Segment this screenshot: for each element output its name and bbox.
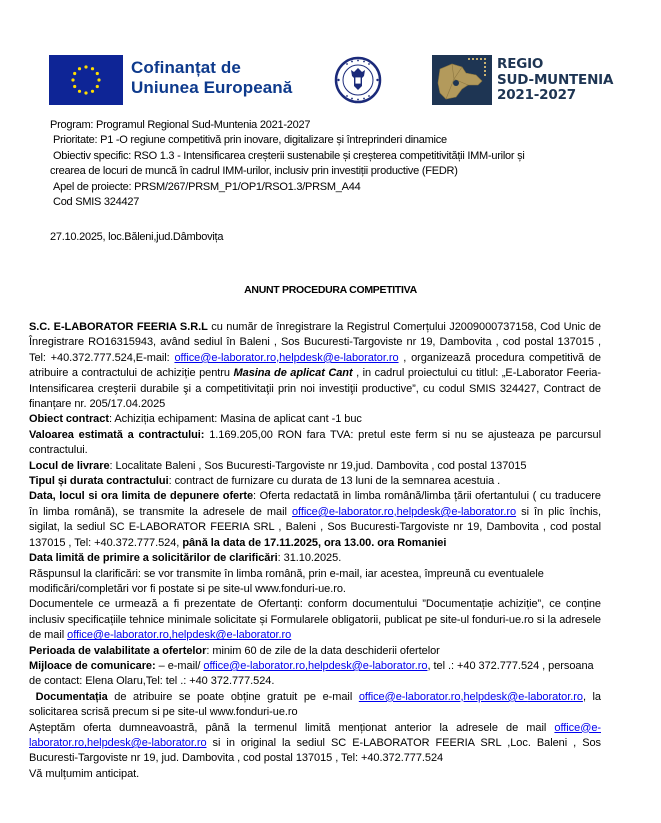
regio-line3: 2021-2027 <box>497 87 576 103</box>
project-info-block <box>50 118 630 210</box>
announcement-body <box>29 320 601 782</box>
estimated-value <box>29 428 601 459</box>
company-name: S.C. E-LABORATOR FEERIA S.R.L <box>29 321 208 333</box>
email-link[interactable]: office@e-laborator.ro,helpdesk@e-laborator.ro <box>67 629 292 642</box>
email-link[interactable]: office@e-laborator.ro,helpdesk@e-laborator.ro <box>203 659 428 672</box>
objective-line-2: crearea de locuri de muncă în cadrul IMM-urilor, inclusiv prin investiții productive (FEDR) <box>50 165 458 178</box>
email-link-part: office@e- <box>554 721 601 734</box>
date-location: 27.10.2025, loc.Băleni,jud.Dâmbovița <box>50 231 224 243</box>
contract-type-value: : contract de furnizare cu durata de 13 luni de la semnarea acestuia . <box>168 475 501 488</box>
offer-validity <box>29 644 601 659</box>
awaiting-offer <box>29 721 601 767</box>
call-line: Apel de proiecte: PRSM/267/PRSM_P1/OP1/RSO1.3/PRSM_A44 <box>53 180 361 193</box>
email-link-part: laborator.ro <box>527 690 583 703</box>
awaiting-text-2: si in original la sediul SC E-LABORATOR FEERIA SRL ,Loc. Baleni , Sos Bucuresti-Targoviste nr 19, jud. Dambovita , cod postal 137015 , Tel: +40.372.777.524 <box>29 736 601 765</box>
intro-text-2: , organizează procedura competitivă de atribuire a contractului de achiziție pentru <box>29 351 601 380</box>
intro-paragraph <box>29 320 601 412</box>
communication-text-1: – e-mail/ <box>155 659 204 672</box>
contract-object-label: Obiect contract <box>29 413 109 426</box>
priority-line: Prioritate: P1 -O regiune competitivă prin inovare, digitalizare și întreprinderi dinamice <box>53 134 447 147</box>
submission-text-1: : Oferta redactată in limba română/limba țării ofertantului ( cu traducere în limba română), se transmite la adresele de mail <box>29 490 601 518</box>
intro-text-1: cu număr de înregistrare la Registrul Comerțului J2009000737158, Cod Unic de Înregistrare RO16315943, având sediul în Baleni , Sos Bucuresti-Targoviste nr 19, Dambovita , cod postal 137015 , Tel: +40.372.777.524,E-mail: <box>29 321 601 364</box>
documentation-availability <box>29 690 601 721</box>
eu-text-line1: Cofinanțat de <box>131 58 241 77</box>
clarification-label: Data limită de primire a solicitărilor de clarificări <box>29 552 278 565</box>
delivery-location-label: Locul de livrare <box>29 459 110 472</box>
email-link[interactable]: office@e-laborator.ro,helpdesk@e-laborator.ro <box>174 351 399 364</box>
intro-text-3: , in cadrul proiectului cu titlul: „E-Laborator Feeria-Intensificarea creşterii durabile şi a competitivitaţii prin noi investiţii productive”, cu codul SMIS 324427, Contract de finanțare nr. 205/17.04.2025 <box>29 367 601 411</box>
awaiting-text-1: Așteptăm oferta dumneavoastră, până la termenul limită menționat anterior la adresele de mail <box>29 721 555 734</box>
documentation-text-1: de atribuire se poate obține gratuit pe e-mail <box>107 690 359 703</box>
communication-label: Mijloace de comunicare: <box>29 659 156 672</box>
delivery-location-value: : Localitate Baleni , Sos Bucuresti-Targoviste nr 19,jud. Dambovita , cod postal 137015 <box>109 459 527 472</box>
program-line: Program: Programul Regional Sud-Muntenia 2021-2027 <box>50 119 311 131</box>
email-link[interactable]: office@e-laborator.ro,helpdesk@e-laborator.ro <box>291 505 517 518</box>
email-link[interactable] <box>359 691 583 703</box>
eu-flag-icon <box>49 55 123 105</box>
documentation-text-2: , la solicitarea scrisă precum si pe site-ul www.fonduri-ue.ro <box>29 690 601 719</box>
clarification-response: Răspunsul la clarificări: se vor transmite în limba română, prin e-mail, iar acestea, împreună cu eventualele modificări/completări vor fi postate si pe site-ul www.fonduri-ue.ro. <box>29 567 544 595</box>
offer-validity-label: Perioada de valabilitate a ofertelor <box>29 644 207 657</box>
communication-means <box>29 659 601 690</box>
eu-text-line2: Uniunea Europeană <box>131 78 293 97</box>
eu-cofinanced-label <box>131 58 292 98</box>
email-link-part: laborator.ro,helpdesk@e-laborator.ro <box>29 736 207 749</box>
regio-line1: REGIO <box>497 56 544 72</box>
contract-object-value: : Achiziția echipament: Masina de aplicat cant -1 buc <box>108 413 362 426</box>
clarification-deadline <box>29 551 601 566</box>
required-documents <box>29 597 601 643</box>
delivery-location <box>29 459 601 474</box>
documentation-label: Documentația <box>35 690 108 703</box>
procured-item: Masina de aplicat Cant <box>233 367 353 380</box>
contract-object <box>29 412 601 427</box>
submission-deadline <box>29 489 601 551</box>
contract-type-label: Tipul și durata contractului <box>29 475 169 488</box>
clarification-value: : 31.10.2025. <box>277 552 342 565</box>
estimated-value-label: Valoarea estimată a contractului: <box>29 428 205 441</box>
communication-text-2: , tel .: +40 372.777.524 , persoana de contact: Elena Olaru,Tel: tel .: +40 372.777.524. <box>29 659 594 688</box>
offer-validity-value: : minim 60 de zile de la data deschiderii ofertelor <box>206 644 440 657</box>
regio-line2: SUD-MUNTENIA <box>497 71 614 88</box>
submission-deadline-date: până la data de 17.11.2025, ora 13.00. ora Romaniei <box>182 536 447 549</box>
logo-strip <box>0 55 661 107</box>
submission-text-2: si în plic închis, sigilat, la sediul SC E-LABORATOR FEERIA SRL , Baleni , Sos Bucuresti-Targoviste nr 19, Dambovita , cod postal 137015 , Tel: +40.372.777.524, <box>29 505 601 549</box>
regio-map-icon <box>432 55 492 105</box>
email-link-part: office@e-laborator.ro,helpdesk@e- <box>358 690 528 703</box>
required-documents-text: Documentele ce urmează a fi prezentate de Ofertanți: conform documentului ”Documentație achiziție”, ce conține inclusiv specificațiile tehnice minimale solicitate și Formularele obligatorii, publicat pe site-ul fonduri-ue.ro si la adresele de mail <box>29 598 601 642</box>
contract-type-duration <box>29 474 601 489</box>
romanian-government-seal-icon <box>334 56 382 104</box>
submission-label: Data, locul si ora limita de depunere oferte <box>29 490 254 503</box>
closing-thanks: Vă mulțumim anticipat. <box>29 767 140 780</box>
estimated-value-text: 1.169.205,00 RON fara TVA: pretul este ferm si nu se ajusteaza pe parcursul contractului. <box>29 428 601 457</box>
announcement-title: ANUNT PROCEDURA COMPETITIVA <box>244 284 417 296</box>
smis-code-line: Cod SMIS 324427 <box>53 196 140 209</box>
regio-label <box>497 57 613 104</box>
objective-line-1: Obiectiv specific: RSO 1.3 - Intensificarea creșterii sustenabile și creșterea competitivității IMM-urilor și <box>53 149 525 162</box>
